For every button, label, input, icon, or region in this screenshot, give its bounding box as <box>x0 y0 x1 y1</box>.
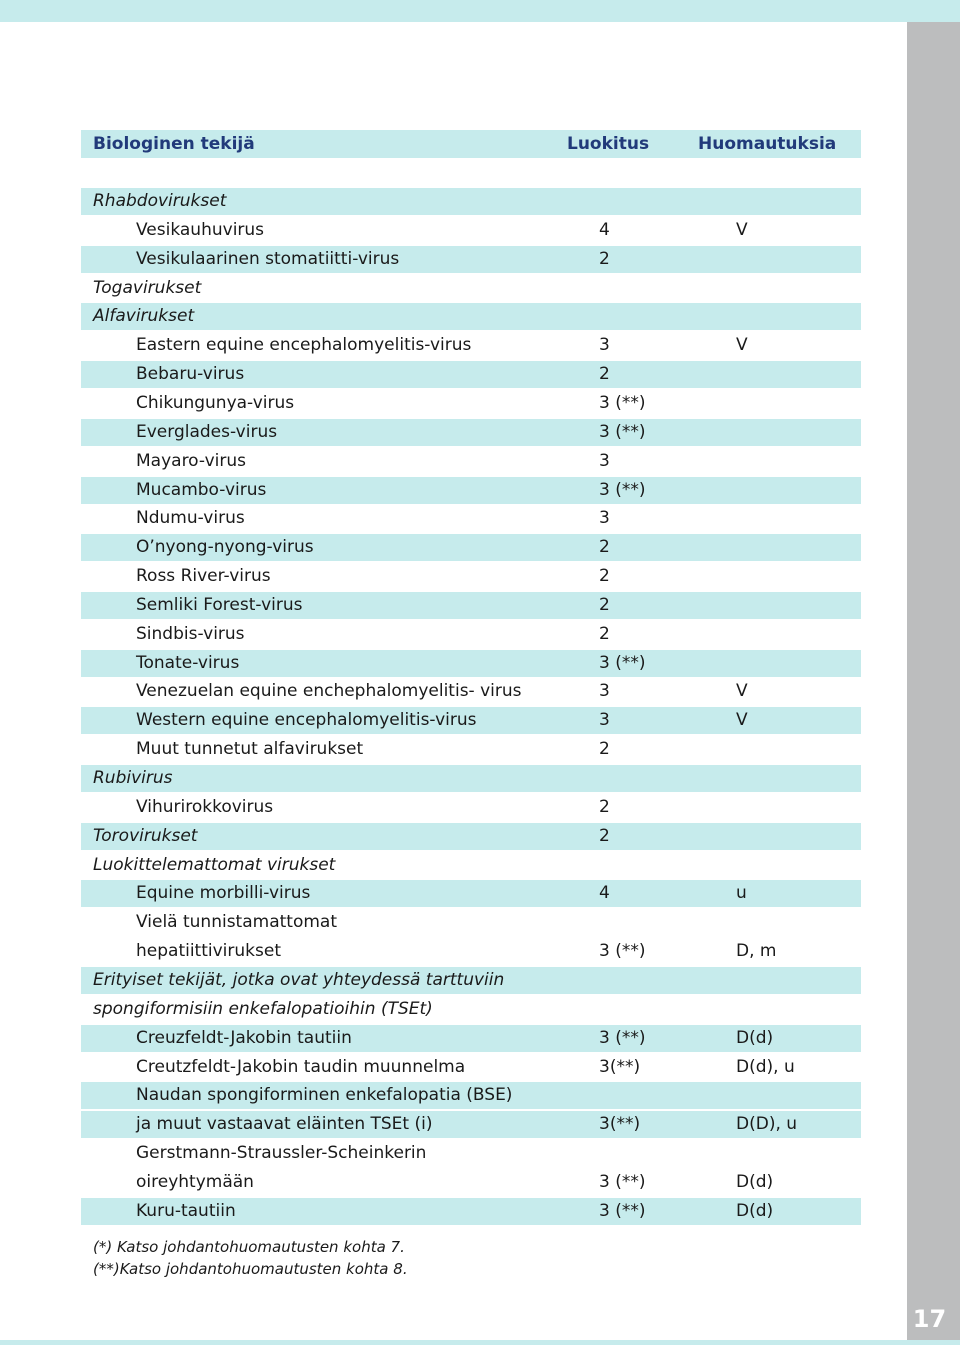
table-row <box>81 275 861 302</box>
agent-name: Kuru-tautiin <box>136 1201 236 1221</box>
table-row <box>81 678 861 705</box>
agent-classification: 3 (**) <box>599 941 646 961</box>
table-row <box>81 794 861 821</box>
agent-name: Ross River-virus <box>136 566 271 586</box>
table-row <box>81 938 861 965</box>
table-row <box>81 909 861 936</box>
agent-classification: 3 (**) <box>599 1028 646 1048</box>
table-row <box>81 996 861 1023</box>
agent-name: hepatiittivirukset <box>136 941 281 961</box>
agent-classification: 3 <box>599 681 610 701</box>
page-side-bar <box>907 22 960 1340</box>
agent-name: Alfavirukset <box>93 306 195 326</box>
table-row <box>81 217 861 244</box>
table-row <box>81 303 861 330</box>
table-row <box>81 448 861 475</box>
agent-name: Eastern equine encephalomyelitis-virus <box>136 335 472 355</box>
agent-classification: 3 (**) <box>599 653 646 673</box>
agent-classification: 3 <box>599 335 610 355</box>
table-row <box>81 1054 861 1081</box>
table-row <box>81 534 861 561</box>
agent-notes: V <box>736 335 748 355</box>
table-row <box>81 188 861 215</box>
agent-name: Togavirukset <box>93 278 202 298</box>
footnote-1: (*) Katso johdantohuomautusten kohta 7. <box>93 1238 405 1256</box>
agent-name: ja muut vastaavat eläinten TSEt (i) <box>136 1114 433 1134</box>
agent-name: Bebaru-virus <box>136 364 245 384</box>
header-biological-agent: Biologinen tekijä <box>93 134 255 154</box>
header-notes: Huomautuksia <box>698 134 837 154</box>
table-row <box>81 390 861 417</box>
agent-name: Tonate-virus <box>136 653 240 673</box>
agent-name: Venezuelan equine enchephalomyelitis- virus <box>136 681 522 701</box>
agent-classification: 3 (**) <box>599 480 646 500</box>
agent-classification: 3 <box>599 508 610 528</box>
agent-classification: 2 <box>599 797 610 817</box>
agent-classification: 3 (**) <box>599 422 646 442</box>
agent-classification: 3 (**) <box>599 1172 646 1192</box>
table-row <box>81 592 861 619</box>
bottom-color-band <box>0 1340 960 1345</box>
table-row <box>81 1169 861 1196</box>
footnote-2: (**)Katso johdantohuomautusten kohta 8. <box>93 1260 408 1278</box>
agent-name: Luokittelemattomat virukset <box>93 855 336 875</box>
agent-name: Naudan spongiforminen enkefalopatia (BSE) <box>136 1085 513 1105</box>
agent-name: oireyhtymään <box>136 1172 254 1192</box>
table-row <box>81 505 861 532</box>
agent-classification: 2 <box>599 566 610 586</box>
agent-classification: 3 (**) <box>599 1201 646 1221</box>
agent-notes: D(d) <box>736 1172 774 1192</box>
agent-classification: 3 <box>599 710 610 730</box>
agent-name: Rhabdovirukset <box>93 191 227 211</box>
agent-notes: u <box>736 883 747 903</box>
agent-notes: D(d) <box>736 1028 774 1048</box>
agent-classification: 2 <box>599 624 610 644</box>
table-row <box>81 419 861 446</box>
agent-name: Muut tunnetut alfavirukset <box>136 739 364 759</box>
agent-classification: 2 <box>599 537 610 557</box>
agent-notes: V <box>736 710 748 730</box>
table-row <box>81 361 861 388</box>
table-row <box>81 1111 861 1138</box>
agent-notes: D(d) <box>736 1201 774 1221</box>
agent-notes: D(D), u <box>736 1114 798 1134</box>
agent-name: Sindbis-virus <box>136 624 245 644</box>
agent-name: Creuzfeldt-Jakobin tautiin <box>136 1028 352 1048</box>
table-row <box>81 880 861 907</box>
table-row <box>81 477 861 504</box>
table-row <box>81 1198 861 1225</box>
agent-name: O’nyong-nyong-virus <box>136 537 314 557</box>
agent-classification: 2 <box>599 364 610 384</box>
agent-classification: 3 (**) <box>599 393 646 413</box>
agent-name: Western equine encephalomyelitis-virus <box>136 710 477 730</box>
table-row <box>81 650 861 677</box>
table-row <box>81 1140 861 1167</box>
agent-notes: V <box>736 220 748 240</box>
agent-name: Mayaro-virus <box>136 451 246 471</box>
agent-name: Equine morbilli-virus <box>136 883 311 903</box>
agent-notes: D, m <box>736 941 777 961</box>
agent-classification: 3(**) <box>599 1114 641 1134</box>
agent-classification: 4 <box>599 220 610 240</box>
table-row <box>81 563 861 590</box>
agent-name: Torovirukset <box>93 826 198 846</box>
agent-name: Semliki Forest-virus <box>136 595 303 615</box>
top-color-band <box>0 0 960 22</box>
table-row <box>81 246 861 273</box>
agent-classification: 2 <box>599 739 610 759</box>
agent-name: Chikungunya-virus <box>136 393 295 413</box>
agent-notes: D(d), u <box>736 1057 795 1077</box>
agent-name: Gerstmann-Straussler-Scheinkerin <box>136 1143 427 1163</box>
table-row <box>81 967 861 994</box>
table-row <box>81 1082 861 1109</box>
header-classification: Luokitus <box>567 134 650 154</box>
agent-name: Creutzfeldt-Jakobin taudin muunnelma <box>136 1057 466 1077</box>
page-number: 17 <box>912 1305 947 1333</box>
agent-name: Vesikauhuvirus <box>136 220 265 240</box>
agent-name: Vielä tunnistamattomat <box>136 912 337 932</box>
agent-name: Rubivirus <box>93 768 173 788</box>
table-row <box>81 823 861 850</box>
table-row <box>81 736 861 763</box>
agent-name: spongiformisiin enkefalopatioihin (TSEt) <box>93 999 433 1019</box>
agent-name: Erityiset tekijät, jotka ovat yhteydessä tarttuviin <box>93 970 505 990</box>
agent-name: Mucambo-virus <box>136 480 267 500</box>
agent-classification: 3 <box>599 451 610 471</box>
agent-name: Vesikulaarinen stomatiitti-virus <box>136 249 400 269</box>
agent-name: Vihurirokkovirus <box>136 797 274 817</box>
table-row <box>81 707 861 734</box>
agent-classification: 2 <box>599 249 610 269</box>
table-header <box>81 130 861 158</box>
agent-classification: 3(**) <box>599 1057 641 1077</box>
agent-name: Ndumu-virus <box>136 508 245 528</box>
table-row <box>81 852 861 879</box>
agent-name: Everglades-virus <box>136 422 278 442</box>
agent-notes: V <box>736 681 748 701</box>
agent-classification: 4 <box>599 883 610 903</box>
table-row <box>81 765 861 792</box>
table-row <box>81 621 861 648</box>
agent-classification: 2 <box>599 826 610 846</box>
table-row <box>81 1025 861 1052</box>
agent-classification: 2 <box>599 595 610 615</box>
table-row <box>81 332 861 359</box>
